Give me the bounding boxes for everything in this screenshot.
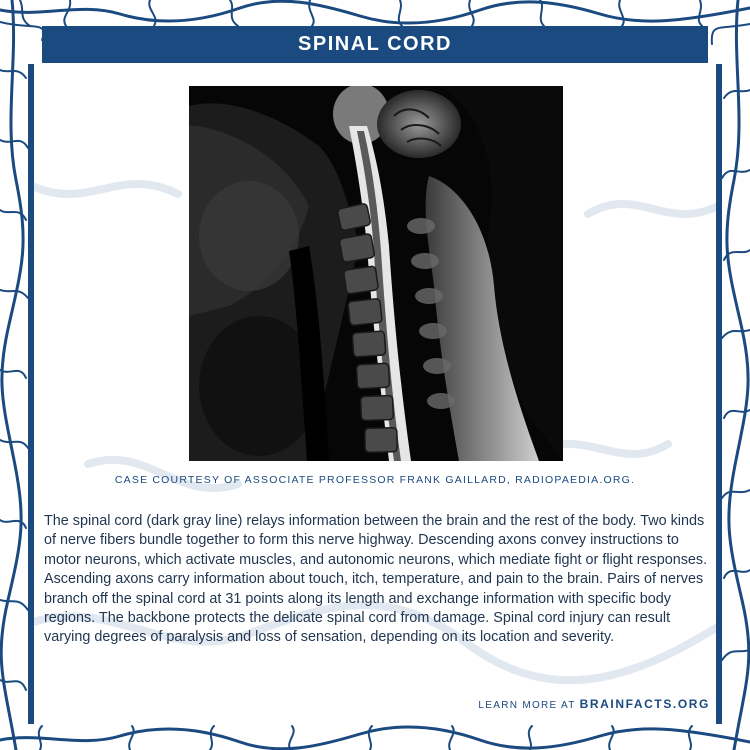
footer-prefix: LEARN MORE AT bbox=[478, 700, 576, 711]
description-paragraph: The spinal cord (dark gray line) relays information between the brain and the rest of the body. Two kinds of nerve fibers bundle together to form this nerve highway. Descending axons convey instructions to motor neurons, which activate muscles, and autonomic neurons, which mediate fight or flight responses. Ascending axons carry information about touch, itch, temperature, and pain to the brain. Pairs of nerves branch off the spinal cord at 31 points along its length and exchange information with specific body regions. The backbone protects the delicate spinal cord from damage. Spinal cord injury can result varying degrees of paralysis and loss of sensation, depending on its location and severity. bbox=[44, 513, 708, 646]
title-banner bbox=[42, 26, 708, 63]
page-title: SPINAL CORD bbox=[298, 33, 452, 55]
footer-link[interactable] bbox=[478, 697, 710, 711]
footer-site[interactable]: BRAINFACTS.ORG bbox=[579, 697, 710, 711]
image-credit-caption: CASE COURTESY OF ASSOCIATE PROFESSOR FRANK GAILLARD, RADIOPAEDIA.ORG. bbox=[114, 474, 636, 486]
mri-spine-image bbox=[189, 86, 563, 461]
